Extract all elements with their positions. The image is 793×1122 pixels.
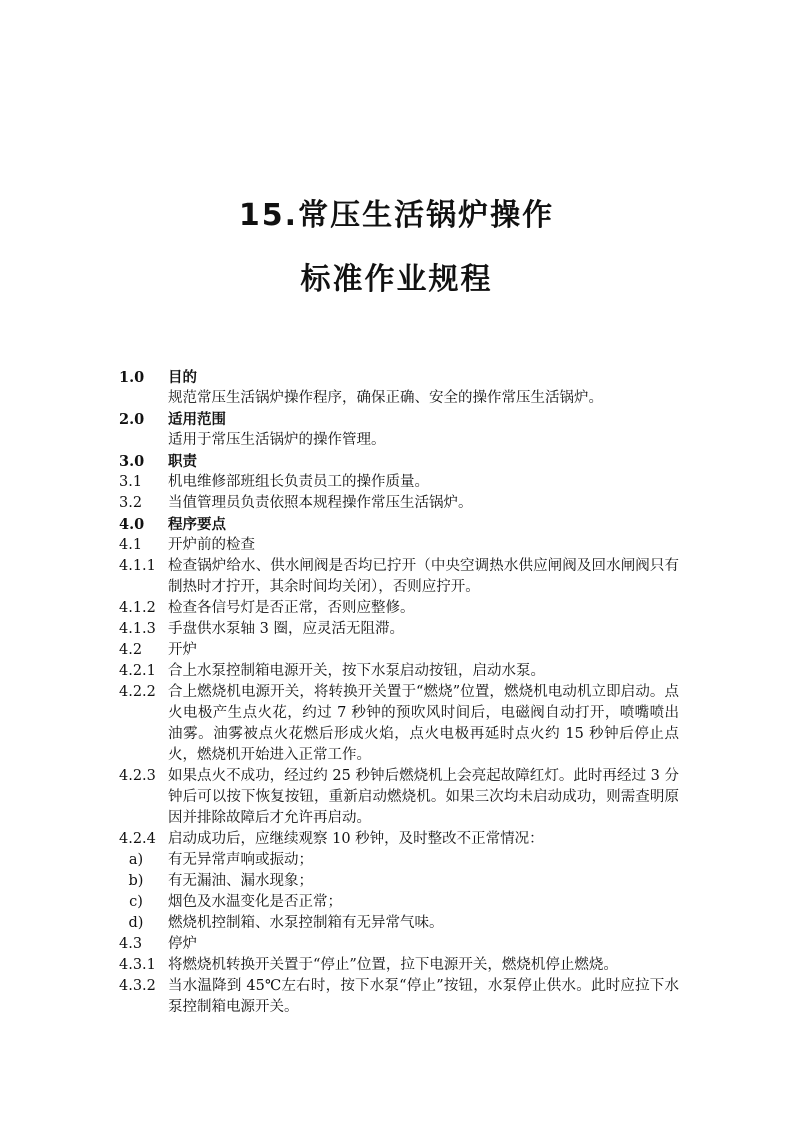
section-number: 4.2.2 xyxy=(119,684,156,700)
section-item xyxy=(119,619,679,640)
section-number: 1.0 xyxy=(119,369,145,386)
section-text: 机电维修部班组长负责员工的操作质量。 xyxy=(168,474,429,490)
section-text: 程序要点 xyxy=(168,516,226,533)
section-number: 4.2 xyxy=(119,642,143,658)
section-text: 开炉前的检查 xyxy=(168,537,255,553)
section-item xyxy=(119,766,679,829)
section-item xyxy=(119,955,679,976)
list-marker: d) xyxy=(128,915,144,931)
section-number: 2.0 xyxy=(119,411,145,428)
section-text: 启动成功后，应继续观察 10 秒钟，及时整改不正常情况： xyxy=(168,831,544,847)
section-body xyxy=(119,388,679,409)
section-number: 3.1 xyxy=(119,474,143,490)
list-item xyxy=(119,892,679,913)
section-text: 职责 xyxy=(168,453,197,470)
section-number: 4.0 xyxy=(119,516,145,533)
section-number: 4.2.1 xyxy=(119,663,156,679)
section-item xyxy=(119,682,679,766)
section-text: 合上燃烧机电源开关，将转换开关置于“燃烧”位置，燃烧机电动机立即启动。点火电极产生点火花，约过 7 秒钟的预吹风时间后，电磁阀自动打开，喷嘴喷出油雾。油雾被点火花燃后形成火焰，点火电极再延时点火约 15 秒钟后停止点火，燃烧机开始进入正常工作。 xyxy=(168,684,679,763)
section-text: 当水温降到 45℃左右时，按下水泵“停止”按钮，水泵停止供水。此时应拉下水泵控制箱电源开关。 xyxy=(168,978,679,1015)
section-number: 4.1.2 xyxy=(119,600,156,616)
list-item xyxy=(119,871,679,892)
section-item xyxy=(119,493,679,514)
section-item xyxy=(119,535,679,556)
section-heading xyxy=(119,409,679,430)
section-number: 4.3.2 xyxy=(119,978,156,994)
list-text: 烟色及水温变化是否正常； xyxy=(168,894,342,910)
section-text: 适用于常压生活锅炉的操作管理。 xyxy=(168,432,386,448)
section-item xyxy=(119,934,679,955)
section-item xyxy=(119,472,679,493)
section-number: 3.2 xyxy=(119,495,143,511)
section-item xyxy=(119,976,679,1018)
section-item xyxy=(119,598,679,619)
section-text: 目的 xyxy=(168,369,197,386)
section-item xyxy=(119,640,679,661)
section-item xyxy=(119,556,679,598)
section-text: 适用范围 xyxy=(168,411,226,428)
section-text: 检查锅炉给水、供水闸阀是否均已拧开（中央空调热水供应闸阀及回水闸阀只有制热时才拧开，其余时间均关闭），否则应拧开。 xyxy=(168,558,679,595)
section-heading xyxy=(119,367,679,388)
section-text: 当值管理员负责依照本规程操作常压生活锅炉。 xyxy=(168,495,473,511)
list-item xyxy=(119,850,679,871)
section-item xyxy=(119,829,679,850)
section-text: 将燃烧机转换开关置于“停止”位置，拉下电源开关，燃烧机停止燃烧。 xyxy=(168,957,618,973)
document-title-line1: 15.常压生活锅炉操作 xyxy=(238,198,555,233)
section-heading xyxy=(119,514,679,535)
section-number: 4.2.4 xyxy=(119,831,156,847)
list-marker: c) xyxy=(129,894,143,910)
list-item xyxy=(119,913,679,934)
section-text: 停炉 xyxy=(168,936,197,952)
section-number: 4.1 xyxy=(119,537,143,553)
list-text: 燃烧机控制箱、水泵控制箱有无异常气味。 xyxy=(168,915,444,931)
section-text: 如果点火不成功，经过约 25 秒钟后燃烧机上会亮起故障红灯。此时再经过 3 分钟后可以按下恢复按钮，重新启动燃烧机。如果三次均未启动成功，则需查明原因并排除故障后才允许再启动。 xyxy=(168,768,679,826)
section-number: 4.1.1 xyxy=(119,558,156,574)
list-text: 有无漏油、漏水现象； xyxy=(168,873,313,889)
section-number: 4.3.1 xyxy=(119,957,156,973)
section-number: 3.0 xyxy=(119,453,145,470)
list-text: 有无异常声响或振动； xyxy=(168,852,313,868)
section-text: 开炉 xyxy=(168,642,197,658)
section-text: 检查各信号灯是否正常，否则应整修。 xyxy=(168,600,415,616)
section-text: 手盘供水泵轴 3 圈，应灵活无阻滞。 xyxy=(168,621,404,637)
section-text: 规范常压生活锅炉操作程序，确保正确、安全的操作常压生活锅炉。 xyxy=(168,390,603,406)
document-title-line2: 标准作业规程 xyxy=(300,262,493,297)
section-item xyxy=(119,661,679,682)
list-marker: b) xyxy=(128,873,144,889)
section-number: 4.1.3 xyxy=(119,621,156,637)
section-text: 合上水泵控制箱电源开关，按下水泵启动按钮，启动水泵。 xyxy=(168,663,545,679)
section-heading xyxy=(119,451,679,472)
section-number: 4.2.3 xyxy=(119,768,156,784)
section-body xyxy=(119,430,679,451)
list-marker: a) xyxy=(128,852,144,868)
section-number: 4.3 xyxy=(119,936,143,952)
